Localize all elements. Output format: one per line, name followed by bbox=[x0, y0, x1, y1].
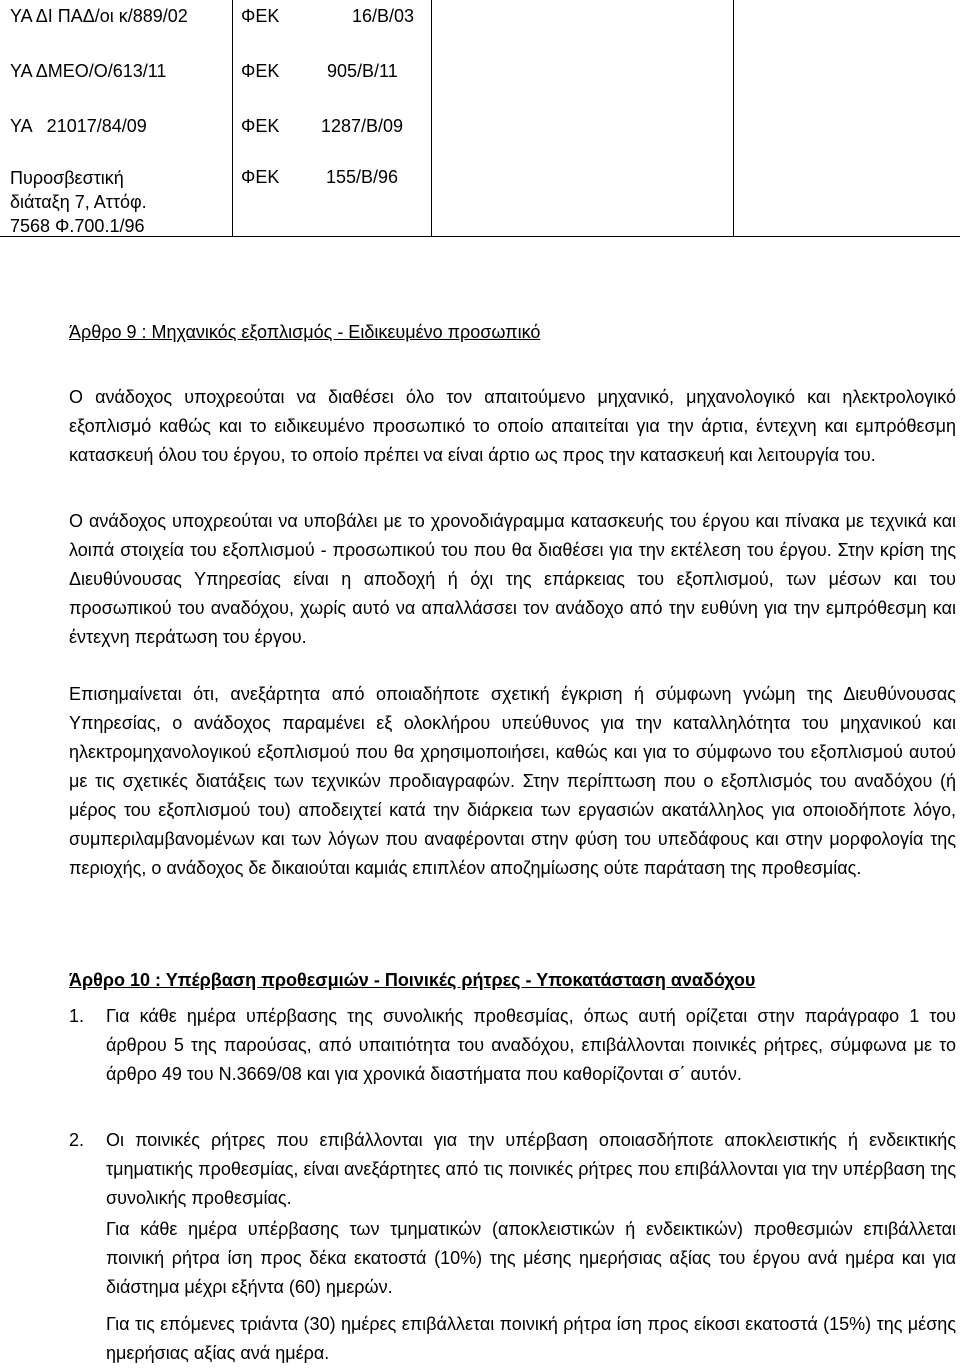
table-row bbox=[0, 1, 960, 31]
list-item-number: 1. bbox=[69, 1006, 85, 1026]
regulation-ref: ΥΑ ΔΜΕΟ/Ο/613/11 bbox=[10, 61, 167, 81]
reference-table bbox=[0, 0, 960, 237]
fek-label: ΦΕΚ bbox=[241, 167, 280, 187]
fek-label: ΦΕΚ bbox=[241, 6, 280, 26]
article-10-title: Άρθρο 10 : Υπέρβαση προθεσμιών - Ποινικές ρήτρες - Υποκατάσταση αναδόχου bbox=[69, 970, 756, 990]
article-10-list bbox=[69, 1126, 956, 1213]
table-row bbox=[0, 56, 960, 86]
list-item bbox=[69, 1126, 956, 1213]
list-item bbox=[69, 1002, 956, 1089]
article-9-paragraph-2 bbox=[69, 507, 956, 652]
table-row bbox=[0, 111, 960, 141]
article-9-paragraph-1 bbox=[69, 383, 956, 470]
regulation-ref: ΥΑ ΔΙ ΠΑΔ/οι κ/889/02 bbox=[10, 6, 188, 26]
article-9-title: Άρθρο 9 : Μηχανικός εξοπλισμός - Ειδικευμένο προσωπικό bbox=[69, 322, 541, 342]
article-10-list bbox=[69, 1002, 956, 1089]
paragraph-text: Ο ανάδοχος υποχρεούται να υποβάλει με το χρονοδιάγραμμα κατασκευής του έργου και πίνακα με τεχνικά και λοιπά στοιχεία του εξοπλισμού - προσωπικού του που θα διαθέσει για την εκτέλεση του έργου. Στην κρίση της Διευθύνουσας Υπηρεσίας είναι η αποδοχή ή όχι της επάρκειας του εξοπλισμού, των μέσων και του προσωπικού του αναδόχου, χωρίς αυτό να απαλλάσσει τον ανάδοχο από την ευθύνη για την εμπρόθεσμη και έντεχνη περάτωση του έργου. bbox=[69, 511, 956, 647]
fek-number: 155/Β/96 bbox=[326, 167, 399, 187]
fek-number: 1287/Β/09 bbox=[321, 116, 404, 136]
regulation-ref: Πυροσβεστική διάταξη 7, Αττόφ. 7568 Φ.700.1/96 bbox=[10, 168, 147, 236]
paragraph-text: Ο ανάδοχος υποχρεούται να διαθέσει όλο τον απαιτούμενο μηχανικό, μηχανολογικό και ηλεκτρολογικό εξοπλισμό καθώς και το ειδικευμένο προσωπικό το οποίο απαιτείται για την άρτια, έντεχνη και εμπρόθεσμη κατασκευή όλου του έργου, το οποίο πρέπει να είναι άρτιο ως προς την κατασκευή και λειτουργία του. bbox=[69, 387, 956, 465]
table-row bbox=[0, 161, 960, 236]
fek-number: 905/Β/11 bbox=[327, 61, 398, 81]
article-10-sub-paragraph: Για τις επόμενες τριάντα (30) ημέρες επιβάλλεται ποινική ρήτρα ίση προς είκοσι εκατοστά (15%) της μέσης ημερήσιας αξίας ανά ημέρα. bbox=[106, 1314, 956, 1363]
fek-label: ΦΕΚ bbox=[241, 116, 280, 136]
fek-label: ΦΕΚ bbox=[241, 61, 280, 81]
paragraph-text: Επισημαίνεται ότι, ανεξάρτητα από οποιαδήποτε σχετική έγκριση ή σύμφωνη γνώμη της Διευθύνουσας Υπηρεσίας, ο ανάδοχος παραμένει εξ ολοκλήρου υπεύθυνος για την καταλληλότητα του μηχανικού και ηλεκτρομηχανολογικού εξοπλισμού που θα χρησιμοποιήσει, καθώς και για το σύμφωνο του εξοπλισμού αυτού με τις σχετικές διατάξεις των τεχνικών προδιαγραφών. Στην περίπτωση που ο εξοπλισμός του αναδόχου (ή μέρος του εξοπλισμού του) αποδειχτεί κατά την διάρκεια των εργασιών ακατάλληλος για οποιοδήποτε λόγο, συμπεριλαμβανομένων και των λόγων που αναφέρονται στην φύση του υπεδάφους και στην μορφολογία της περιοχής, ο ανάδοχος δε δικαιούται καμιάς επιπλέον αποζημίωσης ούτε παράταση της προθεσμίας. bbox=[69, 684, 956, 878]
list-item-number: 2. bbox=[69, 1130, 85, 1150]
list-item-text: Για κάθε ημέρα υπέρβασης της συνολικής προθεσμίας, όπως αυτή ορίζεται στην παράγραφο 1 του άρθρου 5 της παρούσας, από υπαιτιότητα του αναδόχου, επιβάλλονται ποινικές ρήτρες, σύμφωνα με το άρθρο 49 του Ν.3669/08 και για χρονικά διαστήματα που καθορίζονται σ΄ αυτόν. bbox=[106, 1006, 956, 1084]
article-10-sub-paragraph: Για κάθε ημέρα υπέρβασης των τμηματικών (αποκλειστικών ή ενδεικτικών) προθεσμιών επιβάλλεται ποινική ρήτρα ίση προς δέκα εκατοστά (10%) της μέσης ημερήσιας αξίας του έργου ανά ημέρα και για διάστημα μέχρι εξήντα (60) ημερών. bbox=[106, 1219, 956, 1297]
regulation-ref: ΥΑ 21017/84/09 bbox=[10, 116, 147, 136]
list-item-text: Οι ποινικές ρήτρες που επιβάλλονται για την υπέρβαση οποιασδήποτε αποκλειστικής ή ενδεικτικής τμηματικής προθεσμίας, είναι ανεξάρτητες από τις ποινικές ρήτρες που επιβάλλονται για την υπέρβαση της συνολικής προθεσμίας. bbox=[106, 1130, 956, 1208]
fek-number: 16/Β/03 bbox=[352, 6, 415, 26]
article-9-paragraph-3 bbox=[69, 680, 956, 883]
